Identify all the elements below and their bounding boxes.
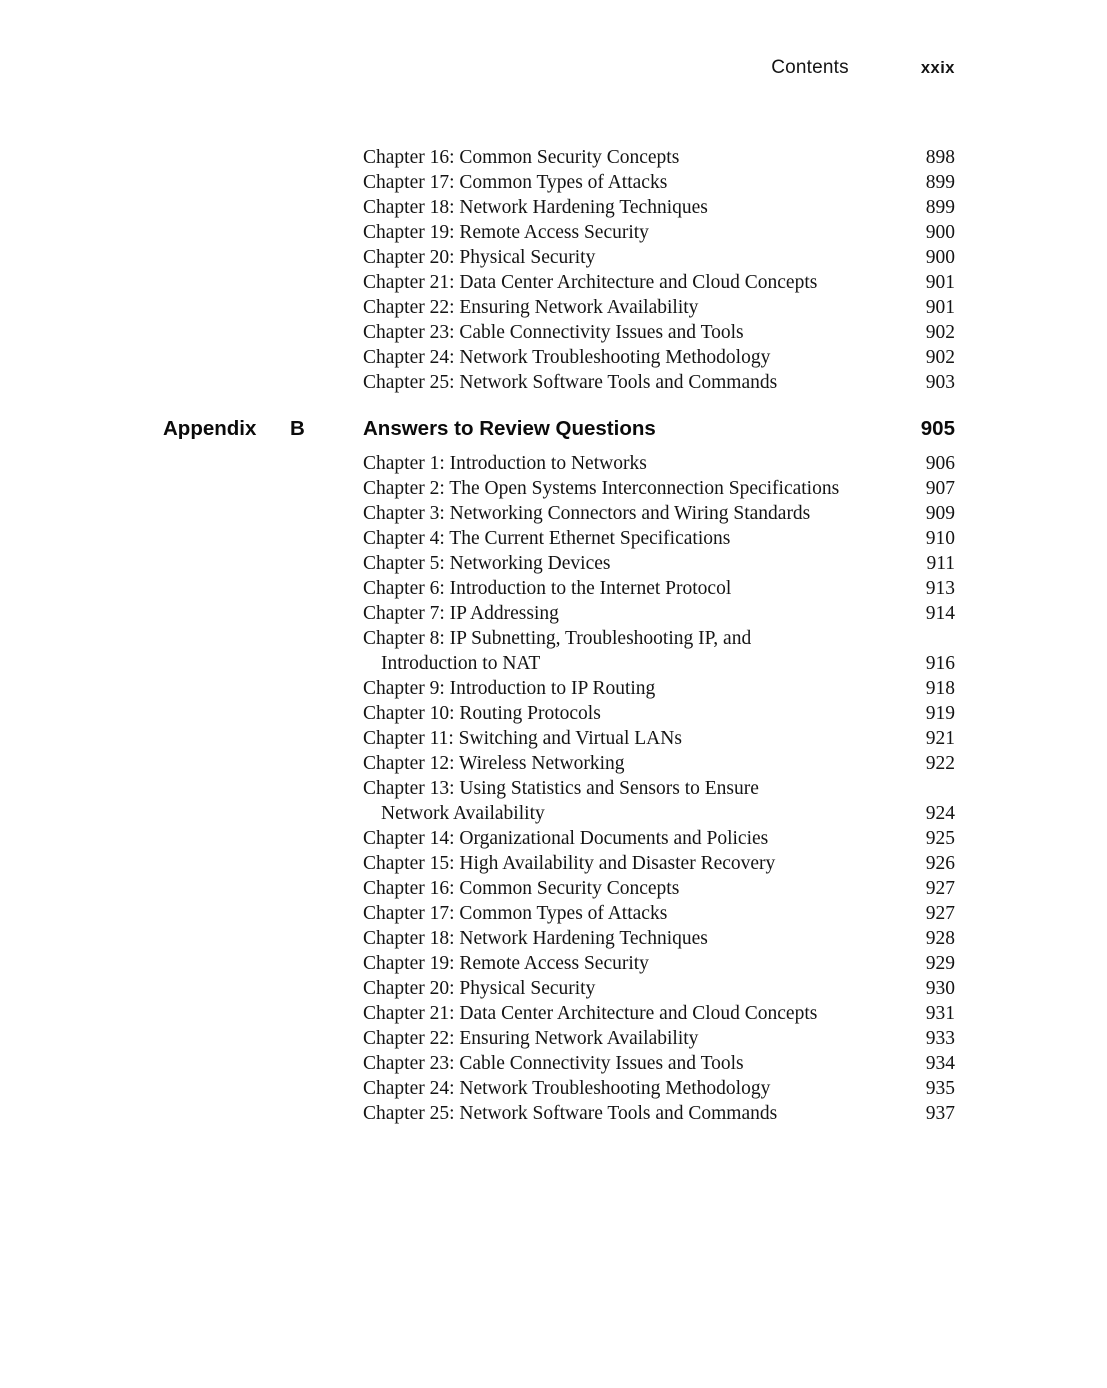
toc-entry-title: Chapter 18: Network Hardening Techniques — [363, 928, 708, 949]
toc-entry-title: Chapter 21: Data Center Architecture and Cloud Concepts — [363, 1003, 818, 1024]
toc-entry-title: Chapter 9: Introduction to IP Routing — [363, 678, 656, 699]
toc-entry-row — [363, 626, 955, 651]
toc-entry-page-number: 924 — [925, 803, 955, 824]
toc-entry-row — [363, 320, 955, 345]
appendix-title: Answers to Review Questions — [363, 417, 656, 440]
table-of-contents — [163, 145, 955, 1126]
toc-entry-row — [363, 826, 955, 851]
running-header-title: Contents — [771, 57, 849, 78]
toc-entry-row — [363, 1076, 955, 1101]
toc-entry-title: Chapter 22: Ensuring Network Availability — [363, 297, 699, 318]
toc-entry-title: Chapter 23: Cable Connectivity Issues and Tools — [363, 322, 744, 343]
toc-entry-page-number: 911 — [926, 553, 955, 574]
toc-entry-title: Chapter 11: Switching and Virtual LANs — [363, 728, 682, 749]
toc-entry-page-number: 918 — [925, 678, 955, 699]
toc-entry-page-number: 899 — [925, 197, 955, 218]
toc-entry-title: Chapter 15: High Availability and Disaster Recovery — [363, 853, 776, 874]
toc-entry-row — [363, 926, 955, 951]
toc-entry-title: Chapter 25: Network Software Tools and Commands — [363, 372, 778, 393]
toc-entry-page-number: 914 — [925, 603, 955, 624]
toc-entry-row — [363, 1026, 955, 1051]
toc-entry-page-number: 900 — [925, 247, 955, 268]
toc-section-appendix-a-tail — [163, 145, 955, 395]
toc-entry-title: Chapter 18: Network Hardening Techniques — [363, 197, 708, 218]
toc-entry-title: Chapter 6: Introduction to the Internet Protocol — [363, 578, 732, 599]
toc-entry-row — [363, 170, 955, 195]
toc-entry-row — [363, 295, 955, 320]
toc-entry-page-number: 907 — [925, 478, 955, 499]
toc-entry-title: Chapter 16: Common Security Concepts — [363, 147, 680, 168]
toc-entry-page-number: 926 — [925, 853, 955, 874]
toc-entry-row — [363, 551, 955, 576]
toc-entry-page-number: 913 — [925, 578, 955, 599]
toc-entry-title: Chapter 17: Common Types of Attacks — [363, 172, 668, 193]
toc-entry-page-number: 925 — [925, 828, 955, 849]
toc-entry-title: Chapter 2: The Open Systems Interconnection Specifications — [363, 478, 840, 499]
toc-entry-page-number: 934 — [925, 1053, 955, 1074]
toc-entry-row — [363, 776, 955, 801]
toc-entry-row — [363, 526, 955, 551]
toc-entry-title: Chapter 1: Introduction to Networks — [363, 453, 647, 474]
toc-entry-row — [363, 851, 955, 876]
appendix-label: Appendix — [163, 417, 257, 440]
appendix-b-heading — [163, 416, 955, 442]
toc-entry-row — [363, 1101, 955, 1126]
toc-entry-row — [363, 976, 955, 1001]
toc-entry-page-number: 921 — [925, 728, 955, 749]
toc-entry-row — [363, 451, 955, 476]
toc-entry-row — [363, 145, 955, 170]
toc-entry-title: Chapter 3: Networking Connectors and Wiring Standards — [363, 503, 811, 524]
toc-entry-page-number: 898 — [925, 147, 955, 168]
toc-entry-page-number: 927 — [925, 903, 955, 924]
toc-entry-page-number: 919 — [925, 703, 955, 724]
toc-entry-title: Network Availability — [381, 803, 545, 824]
toc-entry-page-number: 935 — [925, 1078, 955, 1099]
toc-entry-row — [363, 501, 955, 526]
toc-entry-row — [363, 651, 955, 676]
toc-entry-page-number: 903 — [925, 372, 955, 393]
toc-entry-page-number: 910 — [925, 528, 955, 549]
toc-entry-title: Chapter 19: Remote Access Security — [363, 222, 649, 243]
toc-entry-row — [363, 676, 955, 701]
toc-entry-row — [363, 876, 955, 901]
toc-entry-row — [363, 701, 955, 726]
toc-entry-row — [363, 1001, 955, 1026]
toc-entry-title: Introduction to NAT — [381, 653, 541, 674]
toc-entry-title: Chapter 19: Remote Access Security — [363, 953, 649, 974]
toc-entry-title: Chapter 10: Routing Protocols — [363, 703, 601, 724]
toc-entry-row — [363, 951, 955, 976]
toc-entry-row — [363, 801, 955, 826]
toc-entry-page-number: 909 — [925, 503, 955, 524]
toc-entry-title: Chapter 12: Wireless Networking — [363, 753, 625, 774]
toc-entry-page-number: 900 — [925, 222, 955, 243]
toc-entry-title: Chapter 5: Networking Devices — [363, 553, 611, 574]
toc-entry-page-number: 937 — [925, 1103, 955, 1124]
toc-entry-title: Chapter 7: IP Addressing — [363, 603, 559, 624]
toc-entry-page-number: 902 — [925, 347, 955, 368]
toc-entry-row — [363, 195, 955, 220]
toc-entry-page-number: 930 — [925, 978, 955, 999]
toc-entry-page-number: 928 — [925, 928, 955, 949]
toc-entry-page-number: 906 — [925, 453, 955, 474]
toc-entry-title: Chapter 25: Network Software Tools and Commands — [363, 1103, 778, 1124]
toc-entry-row — [363, 220, 955, 245]
toc-entry-title: Chapter 24: Network Troubleshooting Methodology — [363, 1078, 771, 1099]
appendix-letter: B — [290, 417, 305, 440]
toc-entry-row — [363, 901, 955, 926]
toc-entry-row — [363, 726, 955, 751]
toc-entry-row — [363, 270, 955, 295]
toc-entry-row — [363, 576, 955, 601]
toc-entry-row — [363, 601, 955, 626]
toc-entry-page-number: 901 — [925, 297, 955, 318]
toc-entry-page-number: 916 — [925, 653, 955, 674]
appendix-page-number: 905 — [920, 417, 955, 440]
toc-entry-title: Chapter 17: Common Types of Attacks — [363, 903, 668, 924]
running-header — [363, 57, 955, 79]
toc-entry-row — [363, 476, 955, 501]
toc-entry-page-number: 902 — [925, 322, 955, 343]
toc-entry-page-number: 931 — [925, 1003, 955, 1024]
toc-entry-title: Chapter 13: Using Statistics and Sensors to Ensure — [363, 778, 759, 799]
toc-section-appendix-b — [163, 451, 955, 1126]
toc-entry-page-number: 927 — [925, 878, 955, 899]
toc-entry-title: Chapter 20: Physical Security — [363, 247, 596, 268]
toc-entry-title: Chapter 24: Network Troubleshooting Methodology — [363, 347, 771, 368]
toc-entry-title: Chapter 4: The Current Ethernet Specifications — [363, 528, 731, 549]
toc-entry-title: Chapter 22: Ensuring Network Availability — [363, 1028, 699, 1049]
toc-entry-title: Chapter 8: IP Subnetting, Troubleshooting IP, and — [363, 628, 752, 649]
toc-entry-title: Chapter 20: Physical Security — [363, 978, 596, 999]
toc-entry-page-number: 899 — [925, 172, 955, 193]
toc-entry-title: Chapter 21: Data Center Architecture and Cloud Concepts — [363, 272, 818, 293]
toc-entry-row — [363, 245, 955, 270]
toc-entry-title: Chapter 16: Common Security Concepts — [363, 878, 680, 899]
toc-entry-page-number: 933 — [925, 1028, 955, 1049]
toc-entry-row — [363, 751, 955, 776]
toc-entry-title: Chapter 23: Cable Connectivity Issues and Tools — [363, 1053, 744, 1074]
toc-entry-page-number: 929 — [925, 953, 955, 974]
toc-entry-page-number: 922 — [925, 753, 955, 774]
running-header-folio: xxix — [920, 59, 955, 77]
toc-entry-row — [363, 345, 955, 370]
toc-entry-row — [363, 1051, 955, 1076]
toc-entry-page-number: 901 — [925, 272, 955, 293]
toc-entry-title: Chapter 14: Organizational Documents and Policies — [363, 828, 769, 849]
toc-entry-row — [363, 370, 955, 395]
